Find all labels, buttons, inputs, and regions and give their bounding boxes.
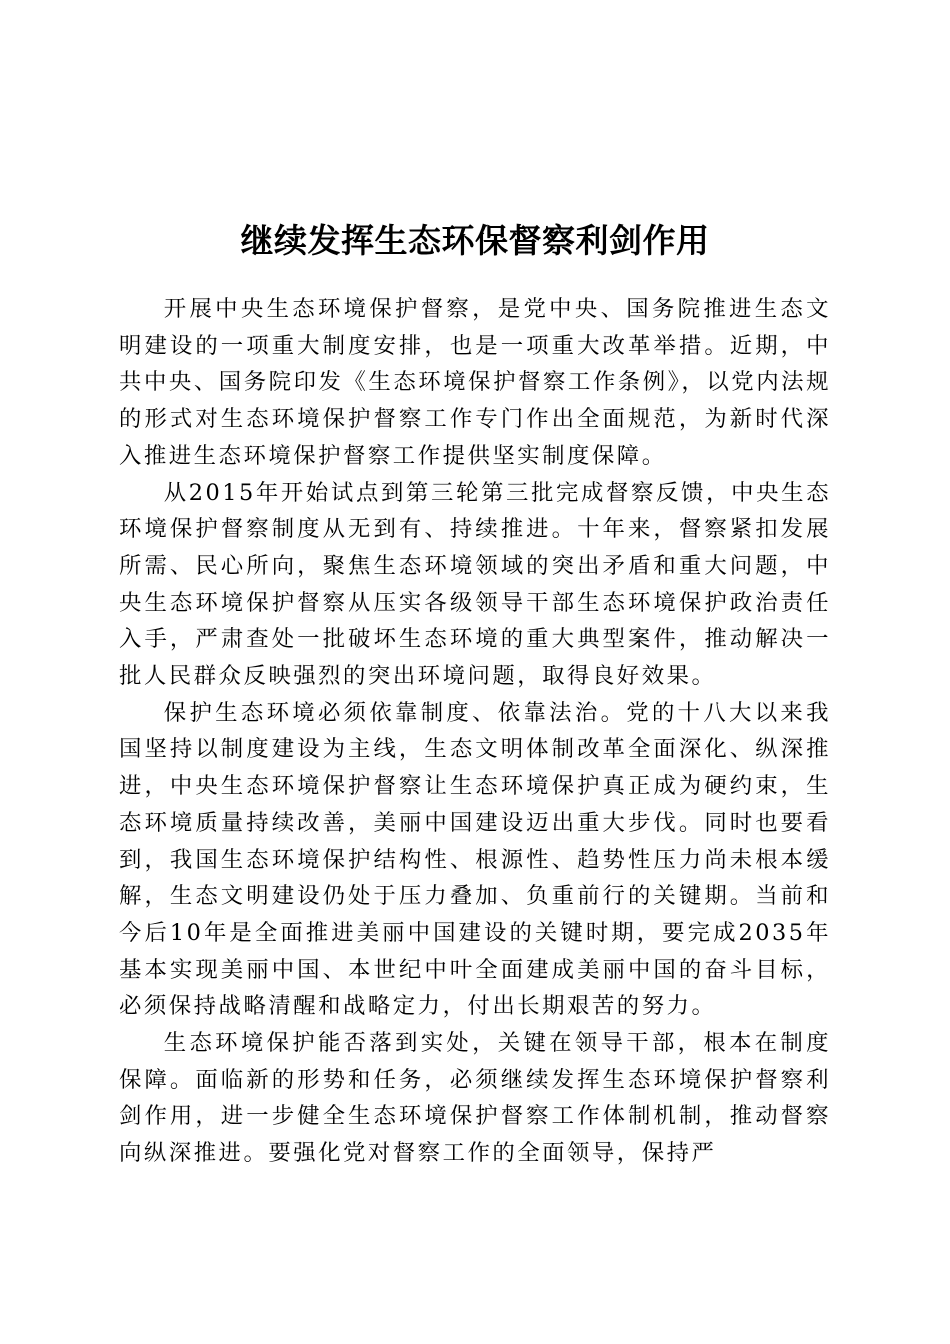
paragraph: 从2015年开始试点到第三轮第三批完成督察反馈，中央生态环境保护督察制度从无到有、持续推进。十年来，督察紧扣发展所需、民心所向，聚焦生态环境领域的突出矛盾和重大问题，中央生态环境保护督察从压实各级领导干部生态环境保护政治责任入手，严肃查处一批破坏生态环境的重大典型案件，推动解决一批人民群众反映强烈的突出环境问题，取得良好效果。 <box>119 479 831 690</box>
document-body <box>119 291 831 1172</box>
document-title: 继续发挥生态环保督察利剑作用 <box>240 221 710 261</box>
paragraph: 生态环境保护能否落到实处，关键在领导干部，根本在制度保障。面临新的形势和任务，必须继续发挥生态环境保护督察利剑作用，进一步健全生态环境保护督察工作体制机制，推动督察向纵深推进。要强化党对督察工作的全面领导，保持严 <box>119 1030 831 1167</box>
paragraph: 保护生态环境必须依靠制度、依靠法治。党的十八大以来我国坚持以制度建设为主线，生态文明体制改革全面深化、纵深推进，中央生态环境保护督察让生态环境保护真正成为硬约束，生态环境质量持续改善，美丽中国建设迈出重大步伐。同时也要看到，我国生态环境保护结构性、根源性、趋势性压力尚未根本缓解，生态文明建设仍处于压力叠加、负重前行的关键期。当前和今后10年是全面推进美丽中国建设的关键时期，要完成2035年基本实现美丽中国、本世纪中叶全面建成美丽中国的奋斗目标，必须保持战略清醒和战略定力，付出长期艰苦的努力。 <box>119 699 831 1020</box>
paragraph: 开展中央生态环境保护督察，是党中央、国务院推进生态文明建设的一项重大制度安排，也是一项重大改革举措。近期，中共中央、国务院印发《生态环境保护督察工作条例》，以党内法规的形式对生态环境保护督察工作专门作出全面规范，为新时代深入推进生态环境保护督察工作提供坚实制度保障。 <box>119 296 831 469</box>
